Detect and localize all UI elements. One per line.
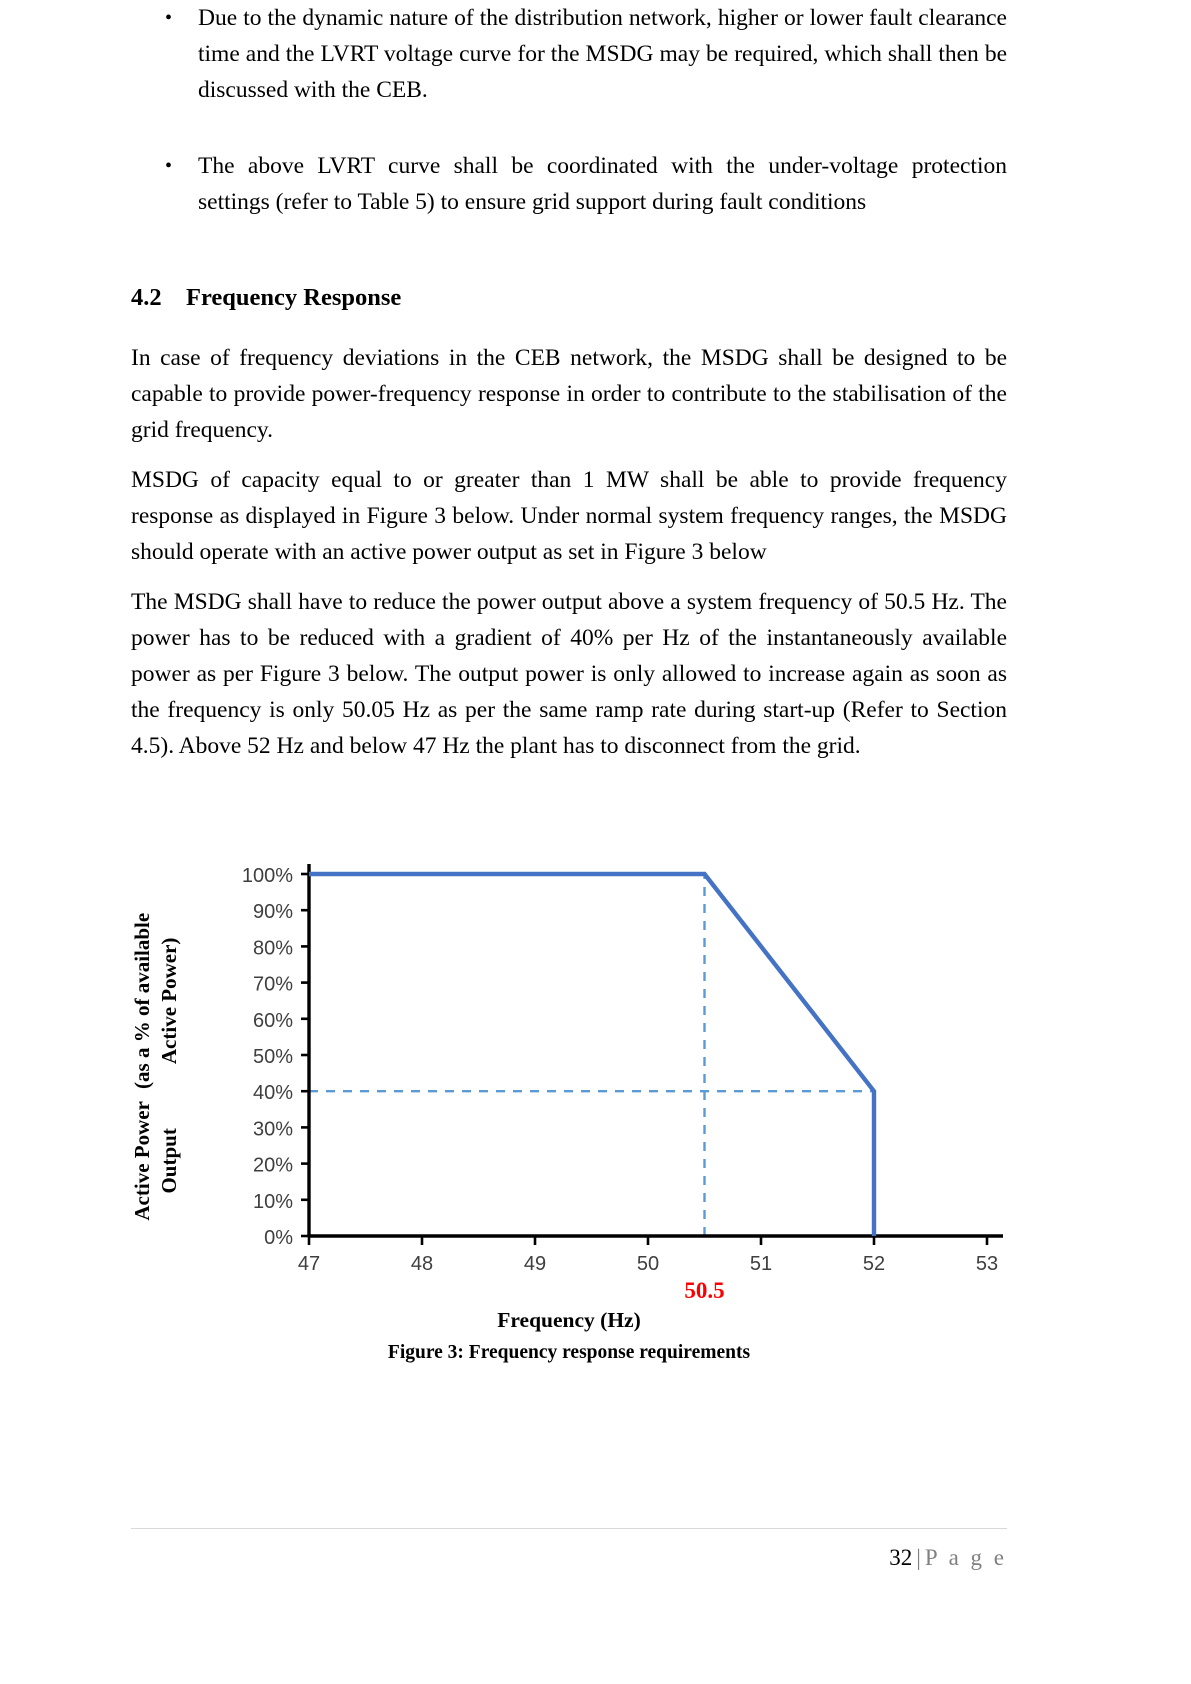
chart-y-tick-label: 90% — [252, 901, 293, 924]
chart-y-tick-label: 40% — [252, 1082, 293, 1105]
figure-3 — [131, 856, 1007, 1396]
chart-y-axis-title-line2: (as a % of available Active Power) — [130, 912, 181, 1089]
list-item — [131, 0, 1007, 108]
footer-divider — [131, 1528, 1007, 1529]
chart-y-tick-label: 20% — [252, 1154, 293, 1177]
chart-y-tick-label: 50% — [252, 1046, 293, 1068]
chart-x-tick-label: 51 — [749, 1253, 773, 1275]
bullet-list — [131, 0, 1007, 220]
chart-x-axis-title: Frequency (Hz) — [497, 1308, 641, 1332]
bullet-marker-icon: • — [165, 155, 173, 177]
frequency-response-chart — [131, 856, 1007, 1316]
paragraph-1: In case of frequency deviations in the CEB network, the MSDG shall be designed to be capable to provide power-frequency response in order to contribute to the stabilisation of the grid frequency. — [131, 345, 1007, 443]
chart-annotation-threshold-label: 50.5 — [684, 1278, 725, 1303]
chart-x-tick-label: 47 — [297, 1253, 321, 1275]
list-item-text: The above LVRT curve shall be coordinated with the under-voltage protection settings (refer to Table 5) to ensure grid support during fault conditions — [198, 153, 1007, 215]
chart-x-tick-label: 52 — [862, 1253, 886, 1275]
paragraph-2: MSDG of capacity equal to or greater than 1 MW shall be able to provide frequency response as displayed in Figure 3 below. Under normal system frequency ranges, the MSDG should operate with an active power output as set in Figure 3 below — [131, 467, 1007, 565]
chart-y-tick-label: 60% — [252, 1009, 293, 1032]
chart-y-tick-label: 80% — [252, 937, 293, 960]
list-item-text: Due to the dynamic nature of the distribution network, higher or lower fault clearance time and the LVRT voltage curve for the MSDG may be required, which shall then be discussed with the CEB. — [198, 5, 1007, 103]
chart-plot — [131, 856, 1007, 1316]
paragraph-3: The MSDG shall have to reduce the power output above a system frequency of 50.5 Hz. The power has to be reduced with a gradient of 40% per Hz of the instantaneously available power as per Figure 3 below. The output power is only allowed to increase again as soon as the frequency is only 50.05 Hz as per the same ramp rate during start-up (Refer to Section 4.5). Above 52 Hz and below 47 Hz the plant has to disconnect from the grid. — [131, 589, 1007, 759]
chart-y-tick-label: 10% — [252, 1190, 293, 1213]
footer-separator: | — [916, 1545, 921, 1570]
chart-x-tick-label: 49 — [523, 1253, 547, 1275]
footer-page-label: P a g e — [924, 1545, 1007, 1570]
page-footer — [131, 1545, 1007, 1571]
section-title: Frequency Response — [186, 284, 402, 311]
footer-page-number: 32 — [889, 1545, 913, 1570]
bullet-marker-icon: • — [165, 7, 173, 29]
list-item — [131, 148, 1007, 220]
chart-x-tick-label: 48 — [410, 1253, 434, 1275]
chart-y-tick-label: 30% — [252, 1118, 293, 1141]
chart-y-tick-label: 100% — [241, 865, 293, 887]
page-content — [131, 0, 1007, 778]
chart-series-active-power-limit — [309, 874, 874, 1236]
figure-caption: Figure 3: Frequency response requirements — [387, 1342, 751, 1363]
chart-x-tick-label: 50 — [636, 1253, 660, 1275]
section-heading — [131, 282, 1007, 314]
chart-y-axis-title-line1: Active Power Output — [130, 1101, 181, 1221]
chart-y-tick-label: 70% — [252, 973, 293, 996]
section-number: 4.2 — [131, 284, 162, 311]
chart-x-tick-label: 53 — [975, 1253, 999, 1275]
chart-y-tick-label: 0% — [264, 1227, 293, 1249]
